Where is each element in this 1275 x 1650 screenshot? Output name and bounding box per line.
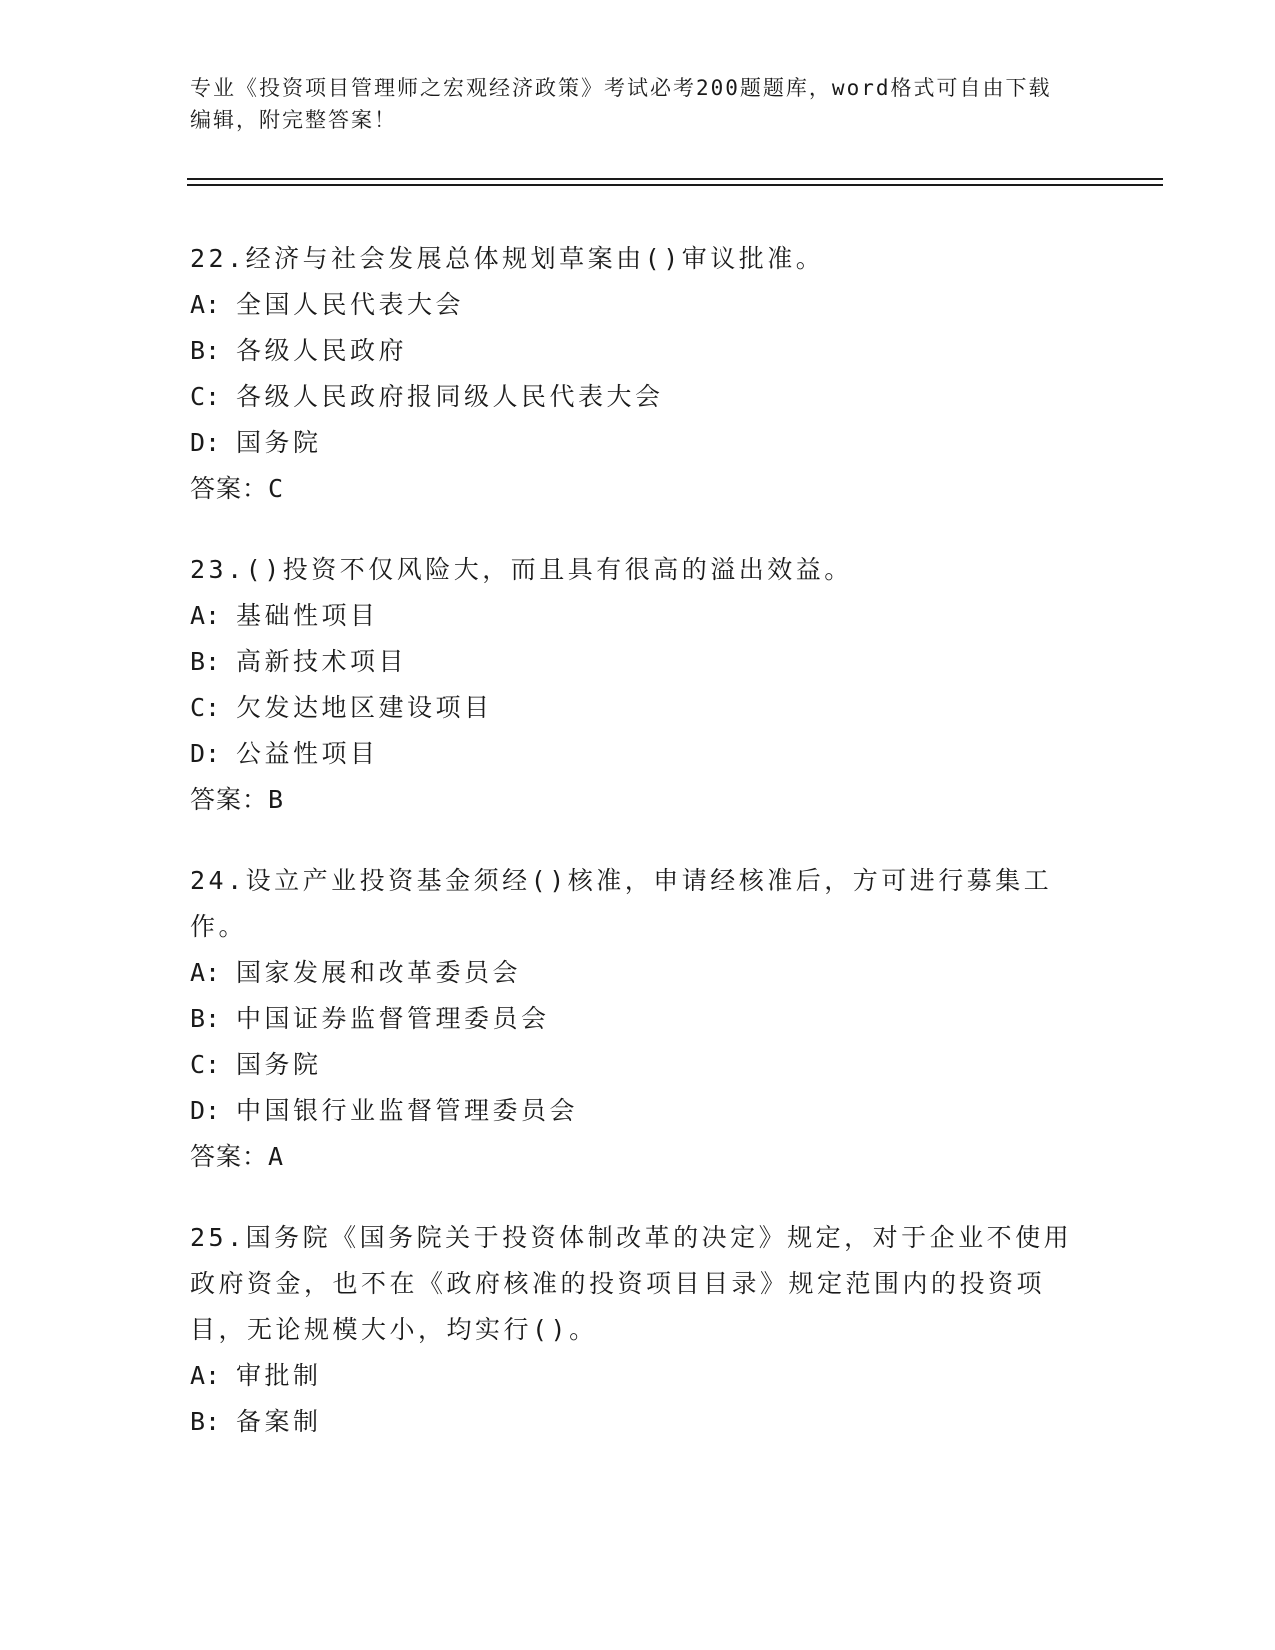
option-letter: A: — [190, 958, 221, 987]
option-a — [190, 1353, 1090, 1399]
option-letter: B: — [190, 647, 221, 676]
answer-value: B — [268, 785, 285, 814]
answer-value: A — [268, 1142, 285, 1171]
option-b — [190, 328, 1090, 374]
option-d — [190, 731, 1090, 777]
option-letter: A: — [190, 290, 221, 319]
option-text: 全国人民代表大会 — [236, 290, 465, 319]
option-text: 国务院 — [236, 428, 322, 457]
option-letter: C: — [190, 693, 221, 722]
option-text: 国家发展和改革委员会 — [236, 958, 522, 987]
option-c — [190, 685, 1090, 731]
header-divider-top — [187, 178, 1163, 180]
question-list — [190, 236, 1090, 1480]
option-text: 中国证券监督管理委员会 — [236, 1004, 550, 1033]
option-text: 各级人民政府 — [236, 336, 408, 365]
answer-line — [190, 1134, 1090, 1180]
option-letter: B: — [190, 1407, 221, 1436]
question-23 — [190, 547, 1090, 823]
option-letter: D: — [190, 1096, 221, 1125]
answer-value: C — [268, 474, 285, 503]
option-text: 各级人民政府报同级人民代表大会 — [236, 382, 664, 411]
answer-label: 答案： — [190, 1142, 269, 1171]
option-b — [190, 1399, 1090, 1445]
question-stem: 23.()投资不仅风险大，而且具有很高的溢出效益。 — [190, 555, 853, 584]
option-letter: D: — [190, 739, 221, 768]
option-text: 中国银行业监督管理委员会 — [236, 1096, 579, 1125]
question-25 — [190, 1215, 1090, 1445]
option-letter: C: — [190, 1050, 221, 1079]
option-d — [190, 420, 1090, 466]
option-text: 公益性项目 — [236, 739, 379, 768]
option-letter: D: — [190, 428, 221, 457]
answer-label: 答案： — [190, 785, 269, 814]
header-divider-bottom — [187, 184, 1163, 186]
answer-line — [190, 777, 1090, 823]
answer-label: 答案： — [190, 474, 269, 503]
option-text: 备案制 — [236, 1407, 322, 1436]
option-c — [190, 1042, 1090, 1088]
option-text: 审批制 — [236, 1361, 322, 1390]
option-text: 高新技术项目 — [236, 647, 408, 676]
option-letter: C: — [190, 382, 221, 411]
option-text: 国务院 — [236, 1050, 322, 1079]
option-letter: B: — [190, 336, 221, 365]
option-letter: B: — [190, 1004, 221, 1033]
question-24 — [190, 858, 1090, 1180]
option-b — [190, 639, 1090, 685]
question-stem: 22.经济与社会发展总体规划草案由()审议批准。 — [190, 244, 825, 273]
answer-line — [190, 466, 1090, 512]
option-a — [190, 593, 1090, 639]
option-a — [190, 282, 1090, 328]
option-c — [190, 374, 1090, 420]
option-b — [190, 996, 1090, 1042]
option-letter: A: — [190, 1361, 221, 1390]
question-stem: 25.国务院《国务院关于投资体制改革的决定》规定，对于企业不使用政府资金，也不在《政府核准的投资项目目录》规定范围内的投资项目，无论规模大小，均实行()。 — [190, 1223, 1073, 1344]
question-stem: 24.设立产业投资基金须经()核准，申请经核准后，方可进行募集工作。 — [190, 866, 1053, 941]
option-text: 欠发达地区建设项目 — [236, 693, 493, 722]
document-intro: 专业《投资项目管理师之宏观经济政策》考试必考200题题库，word格式可自由下载编辑，附完整答案！ — [190, 76, 1052, 132]
option-text: 基础性项目 — [236, 601, 379, 630]
question-22 — [190, 236, 1090, 512]
option-a — [190, 950, 1090, 996]
option-d — [190, 1088, 1090, 1134]
option-letter: A: — [190, 601, 221, 630]
